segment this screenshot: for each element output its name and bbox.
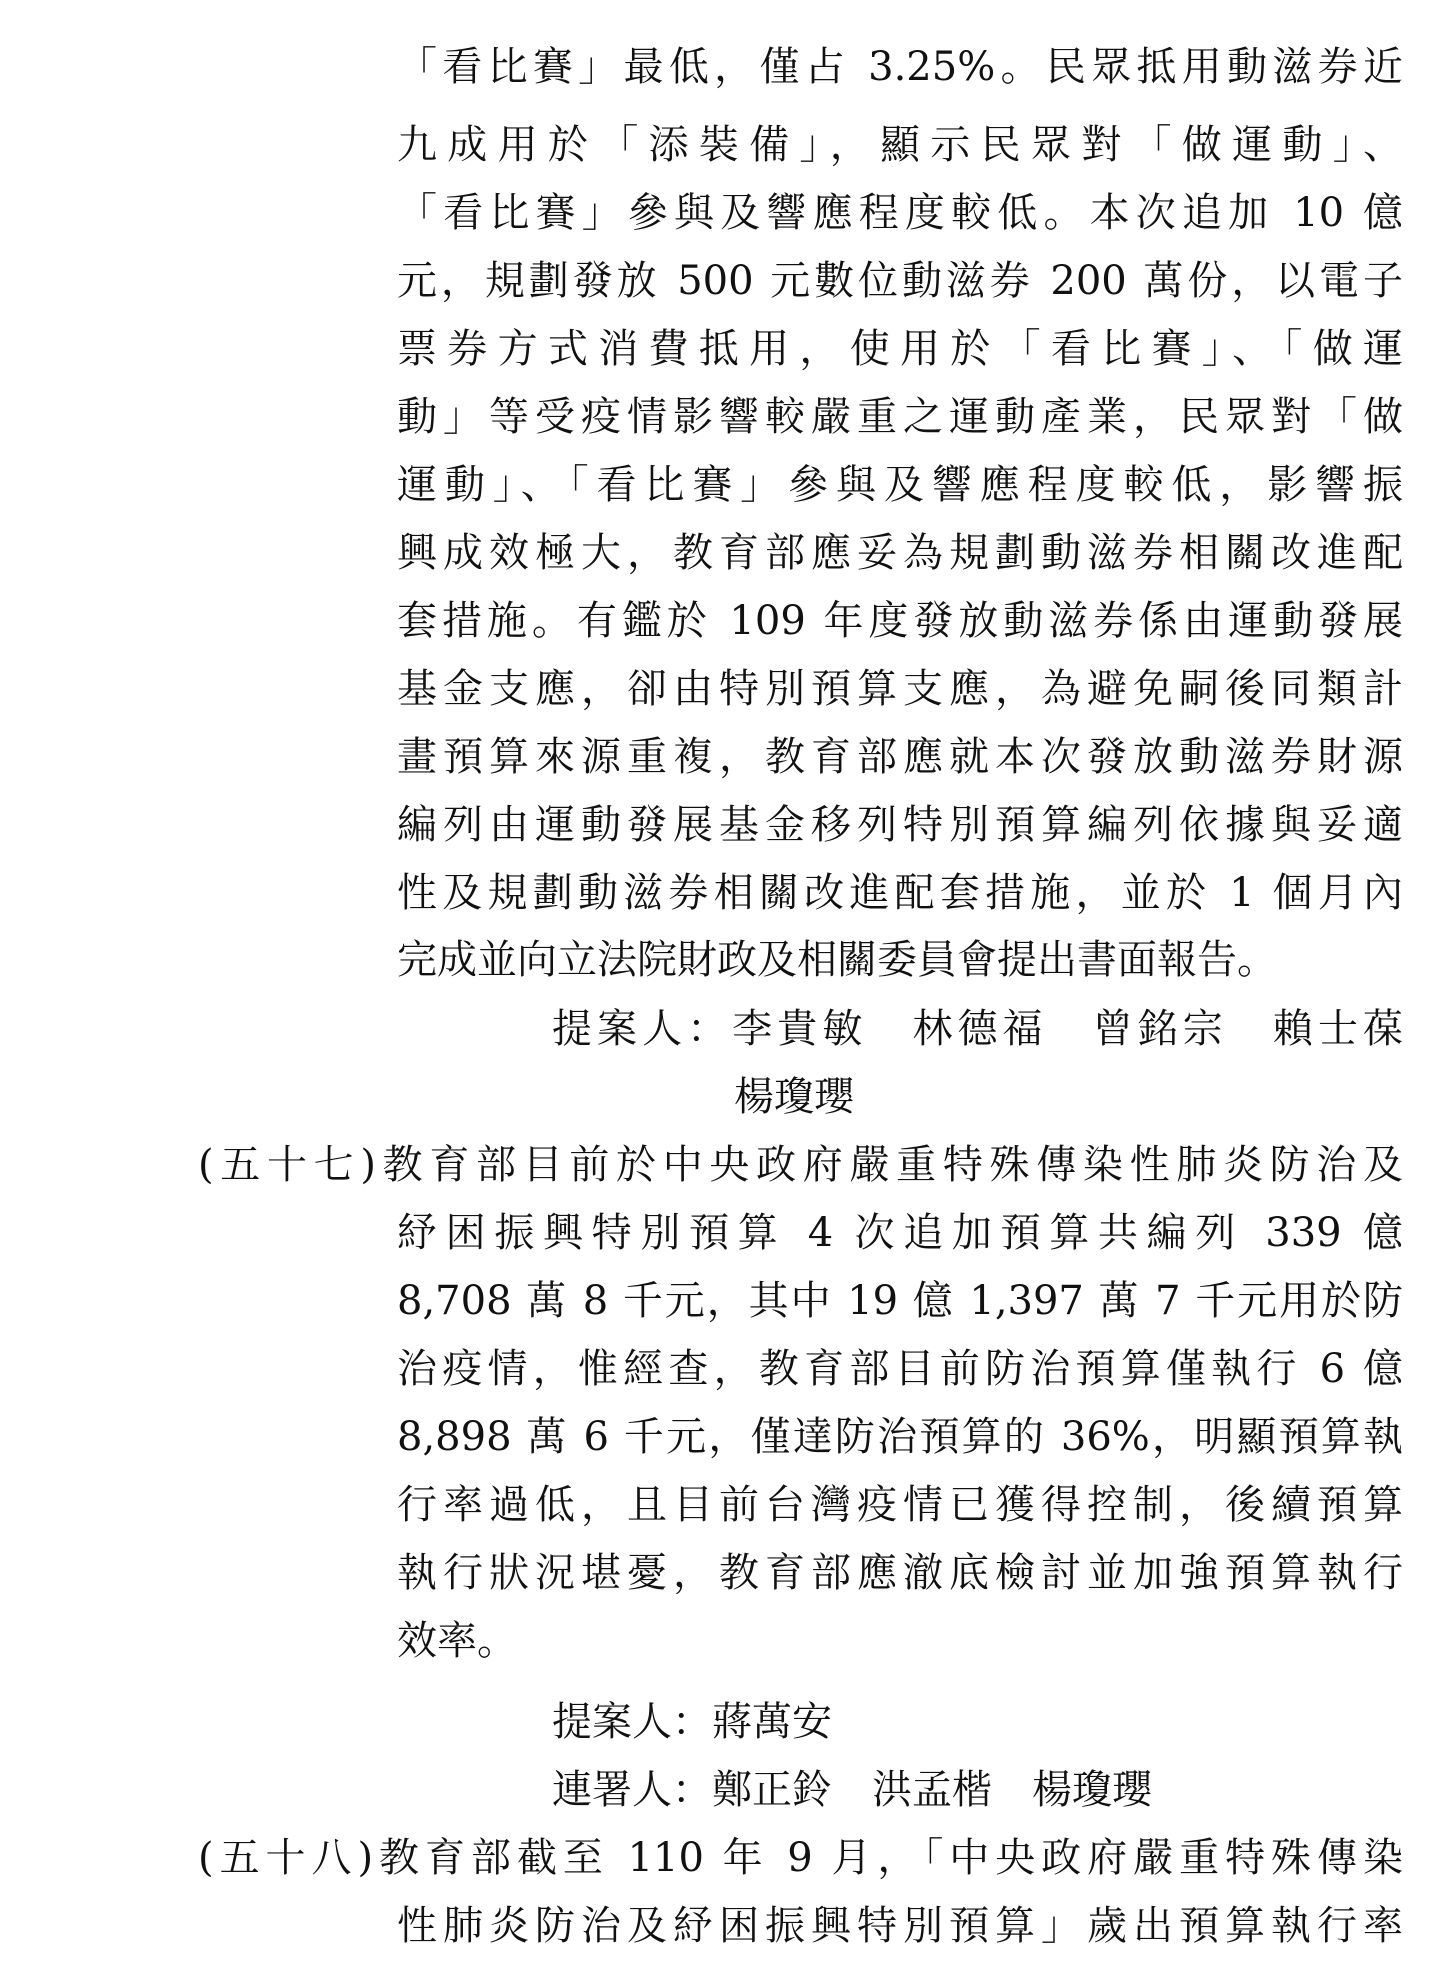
body-line: 九成用於「添裝備」，顯示民眾對「做運動」、 xyxy=(397,122,1403,168)
body-line: 編列由運動發展基金移列特別預算編列依據與妥適 xyxy=(397,802,1403,848)
body-line: 完成並向立法院財政及相關委員會提出書面報告。 xyxy=(397,937,1277,983)
body-line: 治疫情，惟經查，教育部目前防治預算僅執行 6 億 xyxy=(397,1346,1403,1392)
body-line: 性肺炎防治及紓困振興特別預算」歲出預算執行率 xyxy=(397,1903,1403,1949)
body-line: 「看比賽」參與及響應程度較低。本次追加 10 億 xyxy=(397,190,1403,236)
body-line: 畫預算來源重複，教育部應就本次發放動滋券財源 xyxy=(397,734,1403,780)
body-line: 「看比賽」最低，僅占 3.25%。民眾抵用動滋券近 xyxy=(397,44,1403,90)
body-line: 性及規劃動滋券相關改進配套措施，並於 1 個月內 xyxy=(397,870,1403,916)
body-line: 票券方式消費抵用，使用於「看比賽」、「做運 xyxy=(397,326,1403,372)
cosigner-line: 連署人：鄭正鈴 洪孟楷 楊瓊瓔 xyxy=(552,1767,1152,1813)
body-line: 興成效極大，教育部應妥為規劃動滋券相關改進配 xyxy=(397,530,1403,576)
body-line: 套措施。有鑑於 109 年度發放動滋券係由運動發展 xyxy=(397,598,1403,644)
proposer-continuation: 楊瓊瓔 xyxy=(734,1074,854,1120)
body-line: 執行狀況堪憂，教育部應澈底檢討並加強預算執行 xyxy=(397,1550,1403,1596)
body-line: 動」等受疫情影響較嚴重之運動產業，民眾對「做 xyxy=(397,394,1403,440)
proposer-line: 提案人：蔣萬安 xyxy=(552,1699,832,1745)
body-line: 效率。 xyxy=(397,1618,517,1664)
body-line: 行率過低，且目前台灣疫情已獲得控制，後續預算 xyxy=(397,1482,1403,1528)
motion-58-heading-line: (五十八)教育部截至 110 年 9 月，「中央政府嚴重特殊傳染 xyxy=(198,1835,1403,1881)
body-line: 基金支應，卻由特別預算支應，為避免嗣後同類計 xyxy=(397,666,1403,712)
proposer-line: 提案人：李貴敏 林德福 曾銘宗 賴士葆 xyxy=(552,1006,1403,1052)
body-line: 運動」、「看比賽」參與及響應程度較低，影響振 xyxy=(397,462,1403,508)
body-line: 元，規劃發放 500 元數位動滋券 200 萬份，以電子 xyxy=(397,258,1403,304)
body-line: 紓困振興特別預算 4 次追加預算共編列 339 億 xyxy=(397,1210,1403,1256)
body-line: 8,898 萬 6 千元，僅達防治預算的 36%，明顯預算執 xyxy=(397,1414,1403,1460)
motion-57-heading-line: (五十七)教育部目前於中央政府嚴重特殊傳染性肺炎防治及 xyxy=(198,1142,1403,1188)
body-line: 8,708 萬 8 千元，其中 19 億 1,397 萬 7 千元用於防 xyxy=(397,1278,1403,1324)
